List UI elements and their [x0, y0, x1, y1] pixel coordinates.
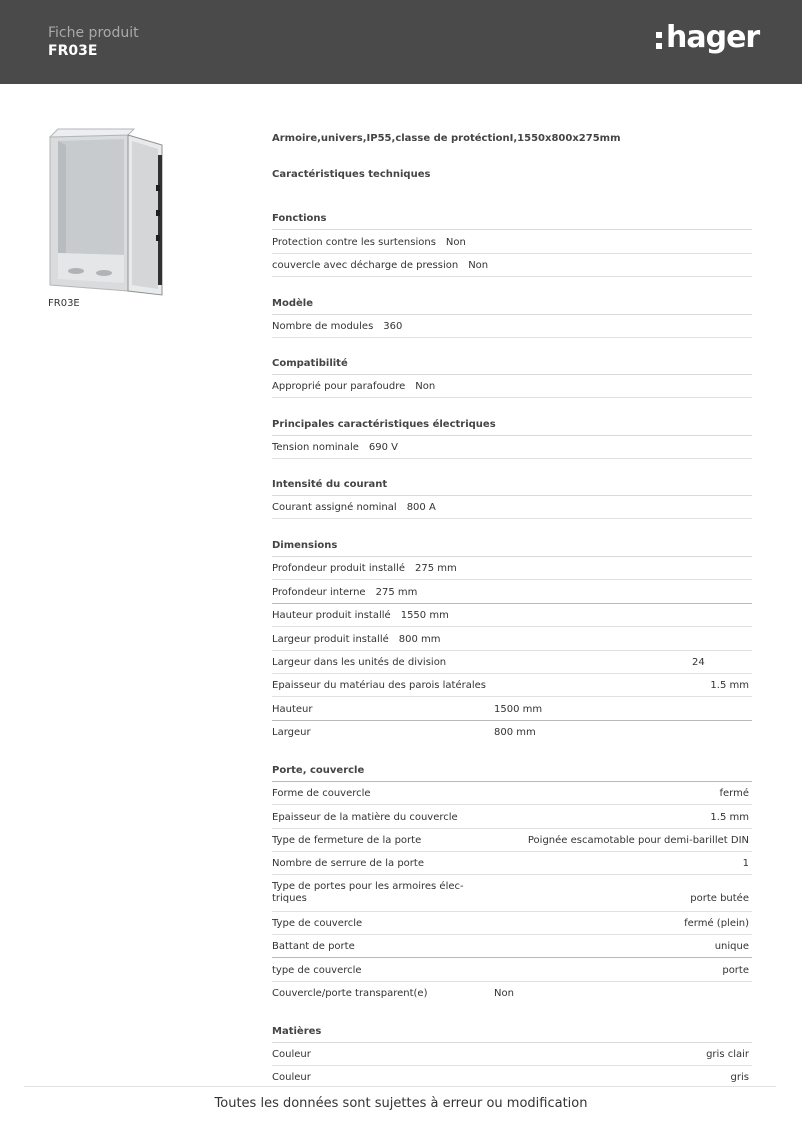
product-title: Armoire,univers,IP55,classe de protéctionI,1550x800x275mm	[272, 133, 621, 144]
table-row	[272, 651, 752, 674]
row-label: Largeur produit installé	[272, 634, 389, 645]
row-value: unique	[714, 941, 749, 952]
caracteristiques-heading: Caractéristiques techniques	[272, 169, 431, 180]
section-heading-fonctions: Fonctions	[272, 208, 752, 230]
table-row	[272, 959, 752, 982]
row-value: porte	[722, 965, 749, 976]
row-label: Nombre de modules	[272, 321, 374, 332]
table-row	[272, 829, 752, 852]
row-label: type de couvercle	[272, 965, 362, 976]
row-label: Courant assigné nominal	[272, 502, 397, 513]
table-row	[272, 628, 752, 651]
section-heading-electriques: Principales caractéristiques électriques	[272, 414, 752, 436]
cabinet-image	[44, 125, 169, 297]
table-row	[272, 806, 752, 829]
row-label: Epaisseur de la matière du couvercle	[272, 812, 458, 823]
table-row	[272, 254, 752, 277]
table-row	[272, 875, 752, 912]
table-row	[272, 721, 752, 744]
row-value: fermé (plein)	[684, 918, 749, 929]
header-bar	[0, 0, 802, 84]
row-label: couvercle avec décharge de pression	[272, 260, 459, 271]
row-label: Type de fermeture de la porte	[272, 835, 422, 846]
table-row	[272, 231, 752, 254]
table-row	[272, 674, 752, 697]
footer-disclaimer: Toutes les données sont sujettes à erreur ou modification	[214, 1096, 588, 1111]
row-label: Profondeur interne	[272, 587, 366, 598]
row-value: 24	[692, 657, 705, 668]
row-value: 275 mm	[414, 563, 457, 574]
table-row	[272, 581, 752, 604]
row-label: Tension nominale	[272, 442, 359, 453]
row-label: Couleur	[272, 1072, 311, 1083]
section-heading-porte: Porte, couvercle	[272, 760, 752, 782]
row-value: gris	[730, 1072, 749, 1083]
row-label: Hauteur	[272, 704, 313, 715]
row-value: 275 mm	[375, 587, 418, 598]
table-row	[272, 604, 752, 627]
row-value: 800 mm	[494, 727, 536, 738]
row-value: Non	[445, 237, 466, 248]
row-value: 360	[383, 321, 403, 332]
section-heading-modele: Modèle	[272, 293, 752, 315]
row-label: Nombre de serrure de la porte	[272, 858, 424, 869]
row-value: 690 V	[368, 442, 399, 453]
section-heading-dimensions: Dimensions	[272, 535, 752, 557]
row-label: Profondeur produit installé	[272, 563, 405, 574]
section-heading-intensite: Intensité du courant	[272, 474, 752, 496]
row-label: Epaisseur du matériau des parois latérales	[272, 680, 487, 691]
row-label: Couleur	[272, 1049, 311, 1060]
section-heading-matieres: Matières	[272, 1021, 752, 1043]
table-row	[272, 912, 752, 935]
row-label: Battant de porte	[272, 941, 355, 952]
table-row	[272, 496, 752, 519]
row-value: Non	[468, 260, 489, 271]
section-heading-compatibilite: Compatibilité	[272, 353, 752, 375]
row-label: Largeur	[272, 727, 311, 738]
table-row	[272, 852, 752, 875]
table-row	[272, 1043, 752, 1066]
table-row	[272, 436, 752, 459]
table-row	[272, 375, 752, 398]
row-label: Couvercle/porte transparent(e)	[272, 988, 428, 999]
table-row	[272, 982, 752, 1005]
row-value: Poignée escamotable pour demi-barillet DIN	[527, 835, 749, 846]
row-value: 1	[742, 858, 749, 869]
row-value: fermé	[719, 788, 749, 799]
row-value: 800 mm	[398, 634, 441, 645]
row-value: 800 A	[406, 502, 436, 513]
row-value: Non	[494, 988, 514, 999]
row-value: porte butée	[690, 893, 749, 904]
footer-divider	[24, 1086, 776, 1087]
row-value: 1.5 mm	[710, 812, 749, 823]
table-row	[272, 315, 752, 338]
row-label: Type de couvercle	[272, 918, 363, 929]
row-value: gris clair	[706, 1049, 749, 1060]
row-value: 1.5 mm	[710, 680, 749, 691]
logo-wordmark: hager	[666, 20, 760, 55]
table-row	[272, 782, 752, 805]
row-label: Approprié pour parafoudre	[272, 381, 406, 392]
table-row	[272, 557, 752, 580]
table-row	[272, 935, 752, 958]
row-label: Largeur dans les unités de division	[272, 657, 447, 668]
row-value: 1500 mm	[494, 704, 543, 715]
row-label: Protection contre les surtensions	[272, 237, 436, 248]
row-label: Hauteur produit installé	[272, 610, 391, 621]
product-code: FR03E	[48, 43, 98, 59]
row-label: Forme de couvercle	[272, 788, 371, 799]
image-caption: FR03E	[48, 298, 80, 309]
row-value: 1550 mm	[400, 610, 449, 621]
document-kicker: Fiche produit	[48, 25, 139, 41]
row-label: Type de portes pour les armoires élec-triques	[272, 881, 464, 904]
logo-dots-icon	[656, 32, 664, 50]
row-value: Non	[415, 381, 436, 392]
table-row	[272, 698, 752, 721]
